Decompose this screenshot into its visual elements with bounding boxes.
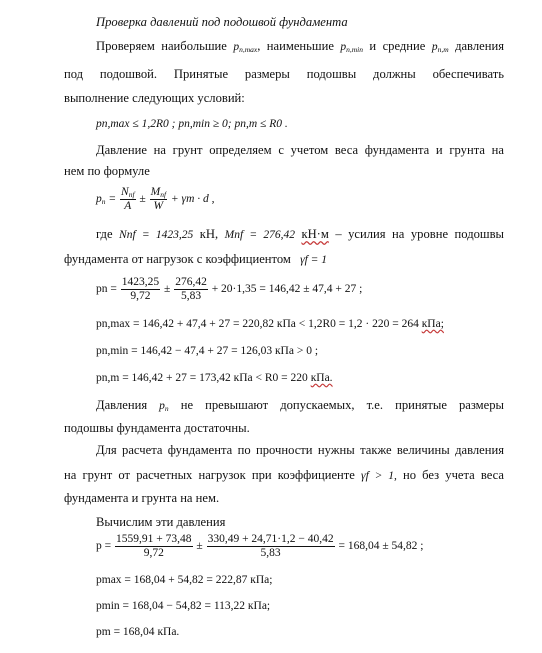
conditions-formula: pn,max ≤ 1,2R0 ; pn,min ≥ 0; pn,m ≤ R0 . <box>96 118 288 130</box>
intro-line-3: выполнение следующих условий: <box>64 91 245 105</box>
pressure-calc: pn = $\frac{1423,25}{9,72}$ ± $\frac{276,42}{5,83}$ + 20·1,35 = 146,42 ± 47,4 + 27 ; <box>96 276 363 302</box>
method-line-2: нем по формуле <box>64 164 150 178</box>
intro-line-2: под подошвой. Принятые размеры подошвы должны обеспечивать <box>64 67 504 81</box>
pressure-calc-2: p = $\frac{1559,91 + 73,48}{9,72}$ ± $\frac{330,49 + 24,71\cdot 1,2 - 40,42}{5,83}$ = 168,04 ± 54,82 ; <box>96 533 424 559</box>
conclusion-line-2: подошвы фундамента достаточны. <box>64 421 250 435</box>
final-row: pmin = 168,04 − 54,82 = 113,22 кПа; <box>96 600 271 612</box>
section-heading: Проверка давлений под подошвой фундамента <box>96 15 348 29</box>
intro-line-1: Проверяем наибольшие $p_{n,max}$, наименьшие $p_{n,min}$ и средние $p_{n,m}$ давления <box>96 39 504 54</box>
result-row: pn,min = 146,42 − 47,4 + 27 = 126,03 кПа > 0 ; <box>96 345 319 357</box>
forces-line-2: фундамента от нагрузок с коэффициентом γf = 1 <box>64 252 328 266</box>
pressure-formula: $p_n$ = $\frac{N_{nf}}{A}$ ± $\frac{M_{nf}}{W}$ + γm · d , <box>96 186 215 212</box>
method-line-1: Давление на грунт определяем с учетом веса фундамента и грунта на <box>96 143 504 157</box>
compute-heading: Вычислим эти давления <box>96 515 226 529</box>
strength-line-1: Для расчета фундамента по прочности нужны также величины давления <box>96 443 504 457</box>
strength-line-2: на грунт от расчетных нагрузок при коэффициенте γf > 1, но без учета веса <box>64 468 504 482</box>
forces-line-1: где Nnf = 1423,25 кН, Mnf = 276,42 кН·м – усилия на уровне подошвы <box>96 227 505 241</box>
conclusion-line-1: Давления $p_n$ не превышают допускаемых, т.е. принятые размеры <box>96 398 505 413</box>
final-row: pm = 168,04 кПа. <box>96 626 180 638</box>
final-row: pmax = 168,04 + 54,82 = 222,87 кПа; <box>96 574 273 586</box>
result-row: pn,m = 146,42 + 27 = 173,42 кПа < R0 = 220 кПа. <box>96 372 333 384</box>
result-row: pn,max = 146,42 + 47,4 + 27 = 220,82 кПа < 1,2R0 = 1,2 · 220 = 264 кПа; <box>96 318 444 330</box>
strength-line-3: фундамента и грунта на нем. <box>64 491 220 505</box>
